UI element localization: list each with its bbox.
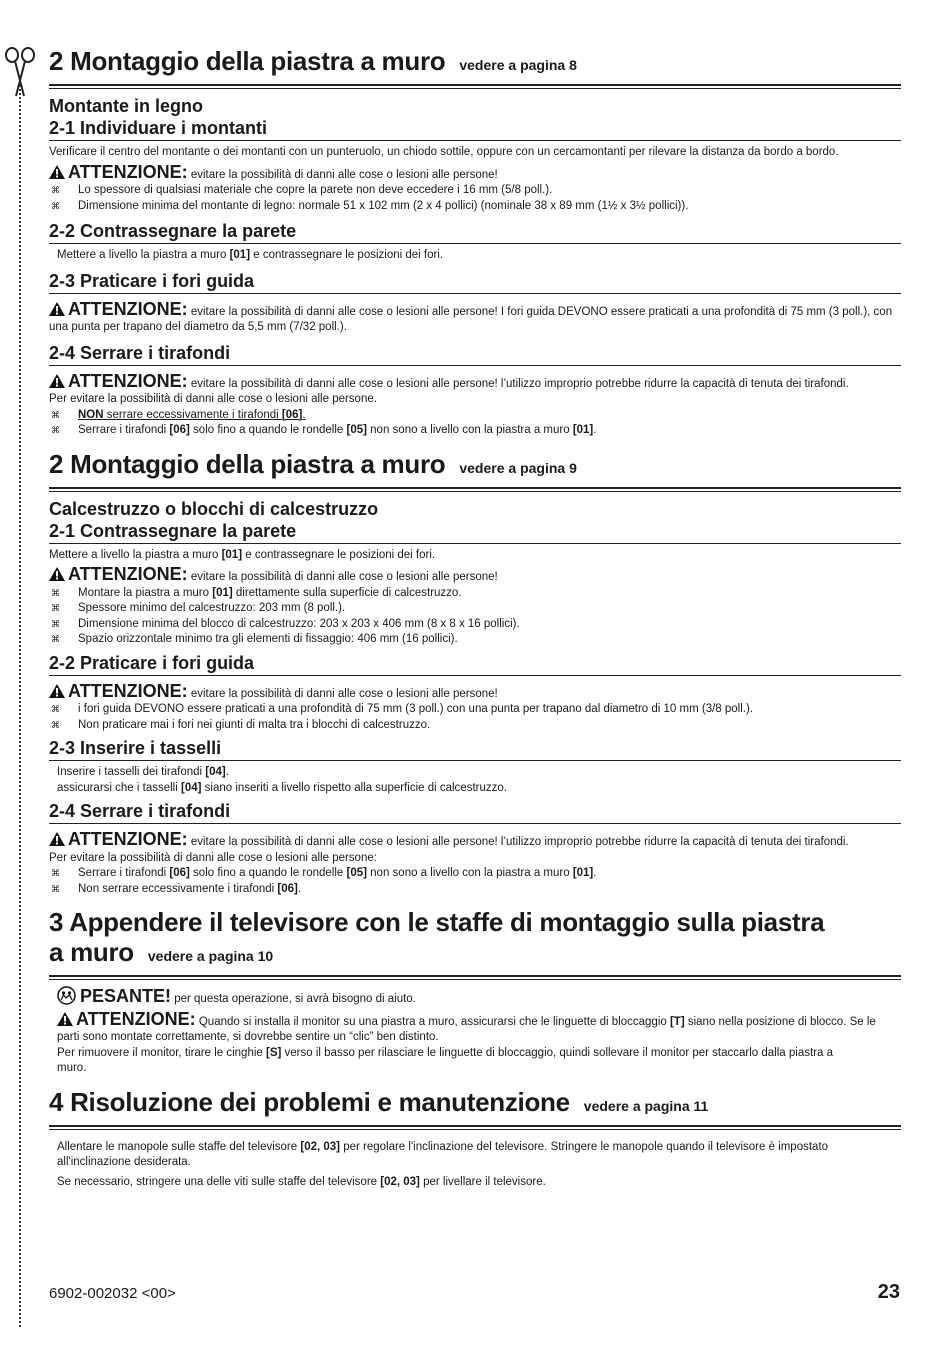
warning-block: [49, 564, 901, 586]
list-item: ⌘ NON serrare eccessivamente i tirafondi [06].: [49, 408, 901, 424]
bullet-mark: ⌘: [51, 185, 60, 195]
page-number: 23: [877, 1281, 900, 1303]
step-heading: 2-2 Contrassegnare la parete: [49, 220, 901, 244]
bullet-mark: ⌘: [51, 618, 60, 629]
step-heading: 2-1 Contrassegnare la parete: [49, 520, 901, 544]
section-title: [49, 46, 901, 80]
section-title: [49, 1087, 901, 1121]
warning-triangle-icon: [49, 302, 65, 316]
section-title-text: 2 Montaggio della piastra a muro: [49, 46, 446, 76]
step-text: Verificare il centro del montante o dei montanti con un punteruolo, un chiodo sottile, oppure con un cercamontanti per rilevare la distanza da bordo a bordo.: [49, 146, 839, 158]
step-heading: 2-3 Inserire i tasselli: [49, 737, 901, 761]
step-text: Per rimuovere il monitor, tirare le cinghie [S] verso il basso per rilasciare le linguette di bloccaggio, quindi sollevare il monitor per staccarlo dalla piastra a muro.: [57, 1046, 833, 1074]
warning-label: ATTENZIONE:: [68, 370, 188, 391]
warning-triangle-icon: [49, 165, 65, 179]
warning-label: ATTENZIONE:: [68, 564, 188, 584]
list-item: ⌘ Non serrare eccessivamente i tirafondi [06].: [49, 882, 901, 898]
divider: [49, 1125, 901, 1130]
section-title-text: a muro: [49, 937, 134, 967]
heavy-text: per questa operazione, si avrà bisogno di aiuto.: [174, 993, 416, 1005]
warning-triangle-icon: [49, 832, 65, 846]
two-person-lift-icon: [57, 986, 76, 1005]
list-item: ⌘ Non praticare mai i fori nei giunti di malta tra i blocchi di calcestruzzo.: [49, 718, 901, 734]
page-reference: vedere a pagina 10: [147, 948, 274, 964]
heavy-notice: [49, 986, 901, 1008]
bullet-list: [49, 866, 901, 897]
divider: [49, 975, 901, 980]
subsection-title: Calcestruzzo o blocchi di calcestruzzo: [49, 498, 379, 519]
warning-text: evitare la possibilità di danni alle cose o lesioni alle persone! l’utilizzo improprio potrebbe ridurre la capacità di tenuta dei tirafondi.: [190, 377, 849, 390]
section-title-text: 3 Appendere il televisore con le staffe di montaggio sulla piastra: [49, 907, 825, 937]
step-heading: 2-4 Serrare i tirafondi: [49, 800, 901, 824]
list-item: ⌘ Spazio orizzontale minimo tra gli elementi di fissaggio: 406 mm (16 pollici).: [49, 632, 901, 648]
step-text: Per evitare la possibilità di danni alle cose o lesioni alle persone.: [49, 393, 377, 405]
step-heading: 2-3 Praticare i fori guida: [49, 270, 901, 294]
list-item: ⌘ Dimensione minima del blocco di calcestruzzo: 203 x 203 x 406 mm (8 x 8 x 16 pollici).: [49, 617, 901, 633]
step-text: Per evitare la possibilità di danni alle cose o lesioni alle persone:: [49, 851, 377, 864]
section-title-text: 2 Montaggio della piastra a muro: [49, 448, 446, 479]
warning-triangle-icon: [49, 684, 65, 698]
warning-label: ATTENZIONE:: [68, 161, 188, 182]
step-heading: 2-1 Individuare i montanti: [49, 117, 901, 141]
page-reference: vedere a pagina 9: [459, 459, 577, 476]
bullet-mark: ⌘: [51, 425, 60, 435]
bullet-mark: ⌘: [51, 587, 60, 598]
bullet-mark: ⌘: [51, 868, 60, 878]
warning-text: evitare la possibilità di danni alle cose o lesioni alle persone!: [190, 687, 498, 700]
list-item: ⌘ Montare la piastra a muro [01] direttamente sulla superficie di calcestruzzo.: [49, 586, 901, 602]
warning-block: [49, 829, 901, 851]
step-heading: 2-2 Praticare i fori guida: [49, 652, 901, 676]
list-item: [49, 199, 901, 215]
list-item-text: Dimensione minima del montante di legno: normale 51 x 102 mm (2 x 4 pollici) (nominale 38 x 89 mm (1½ x 3½ pollici)).: [78, 199, 689, 212]
manual-page: [49, 40, 901, 1190]
cut-line: [19, 82, 21, 1327]
bullet-list: [49, 702, 901, 733]
step-text: Inserire i tasselli dei tirafondi [04].: [57, 766, 229, 778]
list-item: ⌘ i fori guida DEVONO essere praticati a una profondità di 75 mm (3 poll.) con una punta per trapano dal diametro di 10 mm (3/8 poll.).: [49, 702, 901, 718]
page-reference: vedere a pagina 11: [583, 1097, 709, 1114]
warning-block: [49, 680, 901, 703]
document-code: 6902-002032 <00>: [49, 1285, 176, 1302]
bullet-mark: ⌘: [51, 634, 60, 644]
warning-label: ATTENZIONE:: [76, 1008, 196, 1029]
bullet-mark: ⌘: [51, 719, 60, 730]
heavy-label: PESANTE!: [80, 986, 172, 1006]
list-item: ⌘ Serrare i tirafondi [06] solo fino a quando le rondelle [05] non sono a livello con la piastra a muro [01].: [49, 866, 901, 882]
section-title-text: 4 Risoluzione dei problemi e manutenzione: [49, 1086, 570, 1117]
warning-label: ATTENZIONE:: [68, 680, 188, 701]
divider: [49, 84, 901, 89]
warning-label: ATTENZIONE:: [68, 298, 188, 319]
warning-text: evitare la possibilità di danni alle cose o lesioni alle persone! l’utilizzo improprio potrebbe ridurre la capacità di tenuta dei tirafondi.: [190, 836, 849, 848]
warning-triangle-icon: [57, 1012, 73, 1026]
warning-block: [49, 298, 901, 336]
section-title: [49, 449, 901, 483]
warning-triangle-icon: [49, 374, 65, 388]
list-item: [49, 183, 901, 199]
divider: [49, 487, 901, 492]
step-text: assicurarsi che i tasselli [04] siano inseriti a livello rispetto alla superficie di calcestruzzo.: [57, 781, 507, 794]
bullet-list: [49, 408, 901, 439]
bullet-mark: ⌘: [51, 704, 60, 714]
bullet-mark: ⌘: [51, 603, 60, 613]
step-text: Mettere a livello la piastra a muro [01] e contrassegnare le posizioni dei fori.: [49, 548, 436, 561]
page-reference: vedere a pagina 8: [459, 57, 577, 73]
warning-block: [49, 370, 901, 393]
warning-triangle-icon: [49, 567, 65, 581]
warning-block: [49, 161, 901, 184]
bullet-mark: ⌘: [51, 409, 60, 420]
list-item-text: Lo spessore di qualsiasi materiale che copre la parete non deve eccedere i 16 mm (5/8 poll.).: [78, 184, 553, 196]
list-item: ⌘ Serrare i tirafondi [06] solo fino a quando le rondelle [05] non sono a livello con la piastra a muro [01].: [49, 423, 901, 439]
warning-text: evitare la possibilità di danni alle cose o lesioni alle persone! I fori guida DEVONO essere praticati a una profondità di 75 mm (3 poll.), con una punta per trapano del diametro da 5,5 mm (7/32 poll.).: [49, 305, 893, 333]
bullet-mark: ⌘: [51, 883, 60, 894]
section-title: [49, 907, 901, 971]
bullet-list: [49, 183, 901, 214]
bullet-mark: ⌘: [51, 200, 60, 211]
bullet-list: [49, 586, 901, 648]
warning-block: ATTENZIONE: Quando si installa il monitor su una piastra a muro, assicurarsi che le linguette di bloccaggio [T] siano nella posizione di blocco. Se le parti sono montate correttamente, si dovrebbe sentire un “clic” ben distinto.: [57, 1008, 876, 1043]
step-text: Se necessario, stringere una delle viti sulle staffe del televisore [02, 03] per livellare il televisore.: [57, 1175, 546, 1188]
warning-label: ATTENZIONE:: [68, 829, 188, 849]
subsection-title: Montante in legno: [49, 96, 203, 116]
step-heading: 2-4 Serrare i tirafondi: [49, 342, 901, 366]
warning-text: evitare la possibilità di danni alle cose o lesioni alle persone!: [190, 571, 498, 583]
step-text: Mettere a livello la piastra a muro [01] e contrassegnare le posizioni dei fori.: [57, 249, 444, 261]
warning-text: evitare la possibilità di danni alle cose o lesioni alle persone!: [190, 168, 498, 181]
list-item: ⌘ Spessore minimo del calcestruzzo: 203 mm (8 poll.).: [49, 601, 901, 617]
step-text: Allentare le manopole sulle staffe del televisore [02, 03] per regolare l'inclinazione del televisore. Stringere le manopole quando il televisore è impostato all'inclinazione desiderata.: [57, 1140, 829, 1168]
